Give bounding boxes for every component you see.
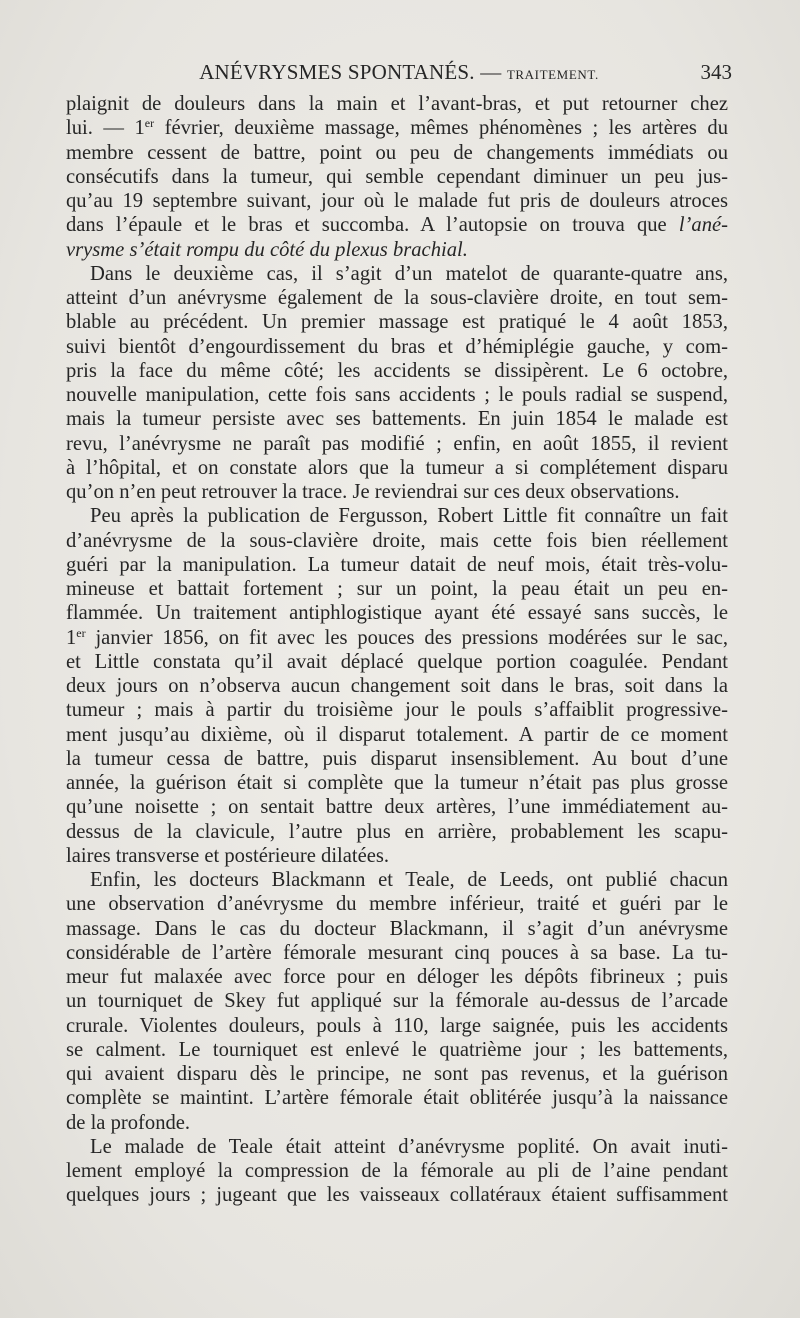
running-title-main: ANÉVRYSMES SPONTANÉS. — (199, 60, 502, 84)
text-line: année, la guérison était si complète que la tumeur n’était pas plus grosse (66, 772, 728, 794)
text-line: lement employé la compression de la fémorale au pli de l’aine pendant (66, 1160, 728, 1182)
text-line: lui. — 1er février, deuxième massage, mêmes phénomènes ; les artères du (66, 116, 728, 140)
text-line: dans l’épaule et le bras et succomba. A l’autopsie on trouva que l’ané- (66, 214, 728, 237)
text-line: meur fut malaxée avec force pour en déloger les dépôts fibrineux ; puis (66, 966, 728, 988)
text-line: laires transverse et postérieure dilatées. (66, 844, 390, 867)
text-line: et Little constata qu’il avait déplacé quelque portion coagulée. Pendant (66, 650, 728, 673)
text-line: consécutifs dans la tumeur, qui semble cependant diminuer un peu jus- (66, 165, 728, 188)
text-line: vrysme s’était rompu du côté du plexus brachial. (66, 238, 468, 261)
running-header (66, 60, 732, 88)
text-line: pris la face du même côté; les accidents se dissipèrent. Le 6 octobre, (66, 359, 728, 382)
text-line: un tourniquet de Skey fut appliqué sur la fémorale au-dessus de l’arcade (66, 990, 728, 1013)
running-title (66, 60, 732, 85)
page-body (66, 92, 728, 1208)
text-line: mineuse et battait fortement ; sur un point, la peau était un peu en- (66, 578, 728, 600)
text-line: ment jusqu’au dixième, où il disparut totalement. A partir de ce moment (66, 723, 728, 746)
text-line: complète se maintint. L’artère fémorale était oblitérée jusqu’à la naissance (66, 1087, 728, 1110)
text-line: la tumeur cessa de battre, puis disparut insensiblement. Au bout d’une (66, 747, 728, 770)
page-number: 343 (700, 60, 732, 84)
text-line: Le malade de Teale était atteint d’anévrysme poplité. On avait inuti- (90, 1135, 728, 1158)
text-line: 1er janvier 1856, on fit avec les pouces des pressions modérées sur le sac, (66, 625, 728, 649)
text-line: à l’hôpital, et on constate alors que la tumeur a si complétement disparu (66, 456, 728, 479)
text-line: qu’on n’en peut retrouver la trace. Je reviendrai sur ces deux observations. (66, 481, 680, 503)
text-line: atteint d’un anévrysme également de la sous-clavière droite, en tout sem- (66, 287, 728, 309)
text-line: massage. Dans le cas du docteur Blackmann, il s’agit d’un anévrysme (66, 917, 728, 940)
text-line: flammée. Un traitement antiphlogistique ayant été essayé sans succès, le (66, 602, 728, 625)
text-line: nouvelle manipulation, cette fois sans accidents ; le pouls radial se suspend, (66, 384, 728, 406)
text-line: revu, l’anévrysme ne paraît pas modifié ; enfin, en août 1855, il revient (66, 432, 728, 455)
text-line: suivi bientôt d’engourdissement du bras et d’hémiplégie gauche, y com- (66, 335, 728, 358)
text-line: Peu après la publication de Fergusson, Robert Little fit connaître un fait (90, 505, 728, 528)
text-line: quelques jours ; jugeant que les vaisseaux collatéraux étaient suffisamment (66, 1184, 728, 1207)
text-line: tumeur ; mais à partir du troisième jour le pouls s’affaiblit progressive- (66, 699, 728, 722)
running-title-section: TRAITEMENT. (506, 67, 599, 82)
text-line: se calment. Le tourniquet est enlevé le quatrième jour ; les battements, (66, 1038, 728, 1061)
text-line: blable au précédent. Un premier massage est pratiqué le 4 août 1853, (66, 311, 728, 334)
text-line: qu’une noisette ; on sentait battre deux artères, l’une immédiatement au- (66, 796, 728, 819)
text-line: d’anévrysme de la sous-clavière droite, mais cette fois bien réellement (66, 529, 728, 552)
text-line: crurale. Violentes douleurs, pouls à 110, large saignée, puis les accidents (66, 1014, 728, 1037)
text-line: Dans le deuxième cas, il s’agit d’un matelot de quarante-quatre ans, (90, 262, 728, 285)
text-line: dessus de la clavicule, l’autre plus en arrière, probablement les scapu- (66, 820, 728, 843)
text-line: membre cessent de battre, point ou peu de changements immédiats ou (66, 141, 728, 164)
text-line: qu’au 19 septembre suivant, jour où le malade fut pris de douleurs atroces (66, 190, 728, 212)
text-line: qui avaient disparu dès le principe, ne sont pas revenus, et la guérison (66, 1063, 728, 1085)
text-line: considérable de l’artère fémorale mesurant cinq pouces à sa base. La tu- (66, 941, 728, 964)
text-line: de la profonde. (66, 1111, 191, 1134)
text-line: plaignit de douleurs dans la main et l’avant-bras, et put retourner chez (66, 93, 728, 115)
text-line: deux jours on n’observa aucun changement soit dans le bras, soit dans la (66, 675, 728, 697)
text-line: guéri par la manipulation. La tumeur datait de neuf mois, était très-volu- (66, 553, 728, 576)
text-line: une observation d’anévrysme du membre inférieur, traité et guéri par le (66, 893, 728, 916)
text-line: Enfin, les docteurs Blackmann et Teale, de Leeds, ont publié chacun (90, 869, 728, 891)
text-line: mais la tumeur persiste avec ses battements. En juin 1854 le malade est (66, 408, 728, 431)
